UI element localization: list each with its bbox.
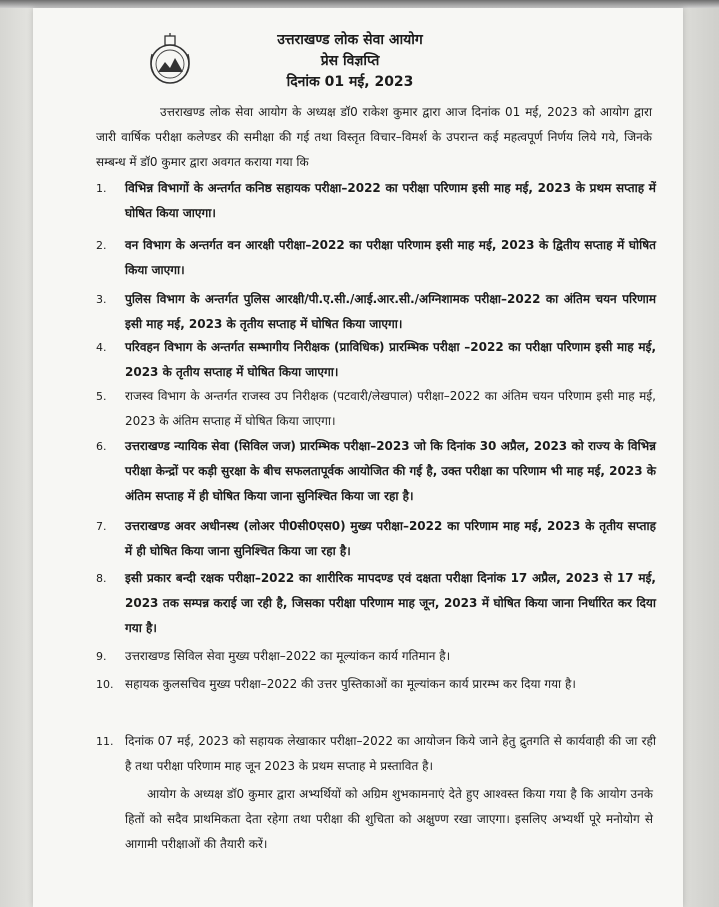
item-text: उत्तराखण्ड सिविल सेवा मुख्य परीक्षा–2022 का मूल्यांकन कार्य गतिमान है।	[125, 649, 451, 663]
top-shadow	[0, 0, 719, 8]
item-number: 6.	[96, 440, 107, 453]
item-number: 7.	[96, 520, 107, 533]
right-background	[683, 8, 719, 907]
intro-paragraph: उत्तराखण्ड लोक सेवा आयोग के अध्यक्ष डॉ0 राकेश कुमार द्वारा आज दिनांक 01 मई, 2023 को आयोग द्वारा जारी वार्षिक परीक्षा कलेण्डर की समीक्षा की गई तथा विस्तृत विचार–विमर्श के उपरान्त कई महत्वपूर्ण निर्णय लिये गये, जिनके सम्बन्ध में डॉ0 कुमार द्वारा अवगत कराया गया कि	[96, 105, 652, 169]
item-number: 3.	[96, 293, 107, 306]
commission-emblem-icon	[143, 32, 201, 86]
item-number: 4.	[96, 341, 107, 354]
left-background	[0, 8, 33, 907]
letter-header	[200, 30, 500, 93]
item-text: पुलिस विभाग के अन्तर्गत पुलिस आरक्षी/पी.ए.सी./आई.आर.सी./अग्निशामक परीक्षा–2022 का अंतिम चयन परिणाम इसी माह मई, 2023 के तृतीय सप्ताह में घोषित किया जाएगा।	[125, 292, 656, 331]
item-number: 11.	[96, 735, 114, 748]
item-text: उत्तराखण्ड न्यायिक सेवा (सिविल जज) प्रारम्भिक परीक्षा–2023 जो कि दिनांक 30 अप्रैल, 2023 को राज्य के विभिन्न परीक्षा केन्द्रों पर कड़ी सुरक्षा के बीच सफलतापूर्वक आयोजित की गई है, उक्त परीक्षा का परिणाम भी माह मई, 2023 के अंतिम सप्ताह में ही घोषित किया जाना सुनिश्चित किया जा रहा है।	[125, 439, 656, 503]
item-number: 2.	[96, 239, 107, 252]
organization-name: उत्तराखण्ड लोक सेवा आयोग	[277, 32, 423, 48]
item-text: विभिन्न विभागों के अन्तर्गत कनिष्ठ सहायक परीक्षा–2022 का परीक्षा परिणाम इसी माह मई, 2023 के प्रथम सप्ताह में घोषित किया जाएगा।	[125, 181, 656, 220]
item-number: 10.	[96, 678, 114, 691]
item-text: इसी प्रकार बन्दी रक्षक परीक्षा–2022 का शारीरिक मापदण्ड एवं दक्षता परीक्षा दिनांक 17 अप्रैल, 2023 से 17 मई, 2023 तक सम्पन्न कराई जा रही है, जिसका परीक्षा परिणाम माह जून, 2023 में घोषित किया जाना निर्धारित कर दिया गया है।	[125, 571, 656, 635]
item-text: राजस्व विभाग के अन्तर्गत राजस्व उप निरीक्षक (पटवारी/लेखपाल) परीक्षा–2022 का अंतिम चयन परिणाम इसी माह मई, 2023 के अंतिम सप्ताह में घोषित किया जाएगा।	[125, 389, 656, 428]
item-text: सहायक कुलसचिव मुख्य परीक्षा–2022 की उत्तर पुस्तिकाओं का मूल्यांकन कार्य प्रारम्भ कर दिया गया है।	[125, 677, 576, 691]
item-text: परिवहन विभाग के अन्तर्गत सम्भागीय निरीक्षक (प्राविधिक) प्रारम्भिक परीक्षा –2022 का परीक्षा परिणाम इसी माह मई, 2023 के तृतीय सप्ताह में घोषित किया जाएगा।	[125, 340, 656, 379]
document-date: दिनांक 01 मई, 2023	[286, 74, 414, 90]
item-text: वन विभाग के अन्तर्गत वन आरक्षी परीक्षा–2022 का परीक्षा परिणाम इसी माह मई, 2023 के द्वितीय सप्ताह में घोषित किया जाएगा।	[125, 238, 656, 277]
item-number: 9.	[96, 650, 107, 663]
closing-paragraph: आयोग के अध्यक्ष डॉ0 कुमार द्वारा अभ्यर्थियों को अग्रिम शुभकामनाएं देते हुए आश्वस्त किया गया है कि आयोग उनके हितों को सदैव प्राथमिकता देता रहेगा तथा परीक्षा की शुचिता को अक्षुण्ण रखा जाएगा। इसलिए अभ्यर्थी पूरे मनोयोग से आगामी परीक्षाओं की तैयारी करें।	[125, 787, 653, 851]
document-title: प्रेस विज्ञप्ति	[320, 53, 380, 69]
item-number: 1.	[96, 182, 107, 195]
item-number: 5.	[96, 390, 107, 403]
item-number: 8.	[96, 572, 107, 585]
item-text: दिनांक 07 मई, 2023 को सहायक लेखाकार परीक्षा–2022 का आयोजन किये जाने हेतु द्रुतगति से कार्यवाही की जा रही है तथा परीक्षा परिणाम माह जून 2023 के प्रथम सप्ताह मे प्रस्तावित है।	[125, 734, 656, 773]
item-text: उत्तराखण्ड अवर अधीनस्थ (लोअर पी0सी0एस0) मुख्य परीक्षा–2022 का परिणाम माह मई, 2023 के तृतीय सप्ताह में ही घोषित किया जाना सुनिश्चित किया जा रहा है।	[125, 519, 656, 558]
